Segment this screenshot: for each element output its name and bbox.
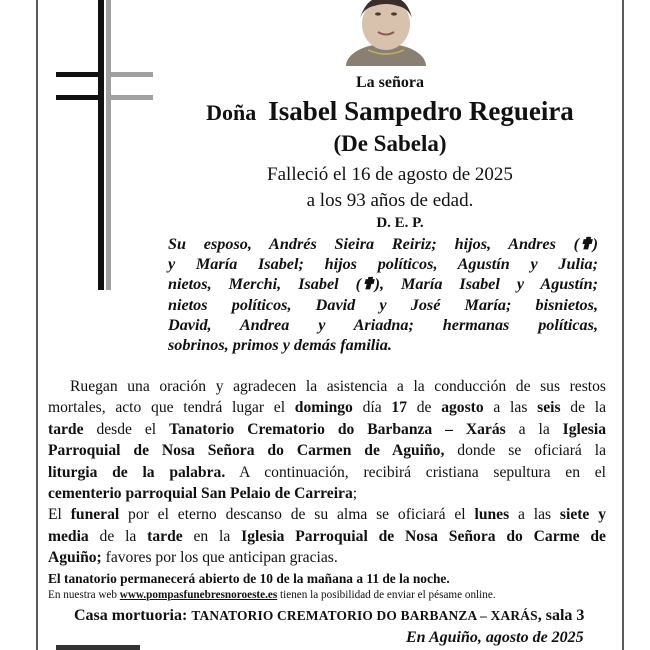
death-date: Falleció el 16 de agosto de 2025	[267, 164, 513, 185]
family-line: y María Isabel; hijos políticos, Agustín y Julia;	[168, 255, 598, 274]
website-link[interactable]: www.pompasfunebresnoroeste.es	[119, 589, 278, 601]
body-line: Aguiño; favores por los que anticipan gracias.	[48, 549, 338, 567]
body-line: tarde desde el Tanatorio Crematorio do Barbanza – Xarás a la Iglesia	[48, 420, 606, 438]
ceremony-details	[48, 376, 606, 569]
family-line: nietos, Merchi, Isabel (✟), María Isabel y Agustín;	[168, 275, 598, 294]
body-line: mortales, acto que tendrá lugar el domingo día 17 de agosto a las seis de la	[48, 399, 606, 417]
body-line: El funeral por el eterno descanso de su alma se oficiará el lunes a las siete y	[48, 506, 606, 524]
family-line: David, Andrea y Ariadna; hermanas políticas,	[168, 315, 598, 334]
family-line: Su esposo, Andrés Sieira Reiriz; hijos, Andres (✟)	[168, 235, 598, 253]
mortuary-location: Casa mortuoria: TANATORIO CREMATORIO DO BARBANZA – XARÁS, sala 3	[74, 607, 585, 624]
age-at-death: a los 93 años de edad.	[306, 190, 474, 211]
body-line: media de la tarde en la Iglesia Parroquial de Nosa Señora do Carme de	[48, 527, 606, 545]
title-prefix: La señora	[356, 74, 424, 91]
deceased-name-line	[160, 96, 620, 127]
mortuary-room: , sala 3	[537, 607, 585, 624]
mortuary-opening-hours: El tanatorio permanecerá abierto de 10 de la mañana a 11 de la noche.	[48, 571, 450, 586]
family-line: nietos políticos, David y José María; bisnietos,	[168, 295, 598, 314]
right-border-line	[622, 0, 624, 650]
body-line: Ruegan una oración y agradecen la asistencia a la conducción de sus restos	[70, 378, 606, 395]
family-list	[168, 234, 598, 355]
cross-icon	[0, 0, 160, 300]
honorific: Doña	[206, 100, 257, 125]
deceased-name: Isabel Sampedro Regueira	[268, 96, 574, 126]
body-line: Parroquial de Nosa Señora do Carmen de Aguiño, donde se oficiará la	[48, 442, 606, 460]
body-line: liturgia de la palabra. A continuación, recibirá cristiana sepultura en el	[48, 463, 606, 481]
bottom-ornament	[56, 645, 140, 650]
body-line: cementerio parroquial San Pelaio de Carreira;	[48, 485, 358, 503]
web-condolence-note: En nuestra web www.pompasfunebresnoroeste.es tienen la posibilidad de enviar el pésame online.	[48, 589, 496, 601]
family-line: sobrinos, primos y demás familia.	[168, 336, 392, 355]
portrait-photo	[338, 0, 434, 66]
rest-in-peace: D. E. P.	[376, 215, 424, 231]
place-date-signature: En Aguiño, agosto de 2025	[406, 629, 584, 646]
mortuary-place: TANATORIO CREMATORIO DO BARBANZA – XARÁS	[191, 608, 538, 623]
deceased-alias: (De Sabela)	[333, 131, 447, 156]
